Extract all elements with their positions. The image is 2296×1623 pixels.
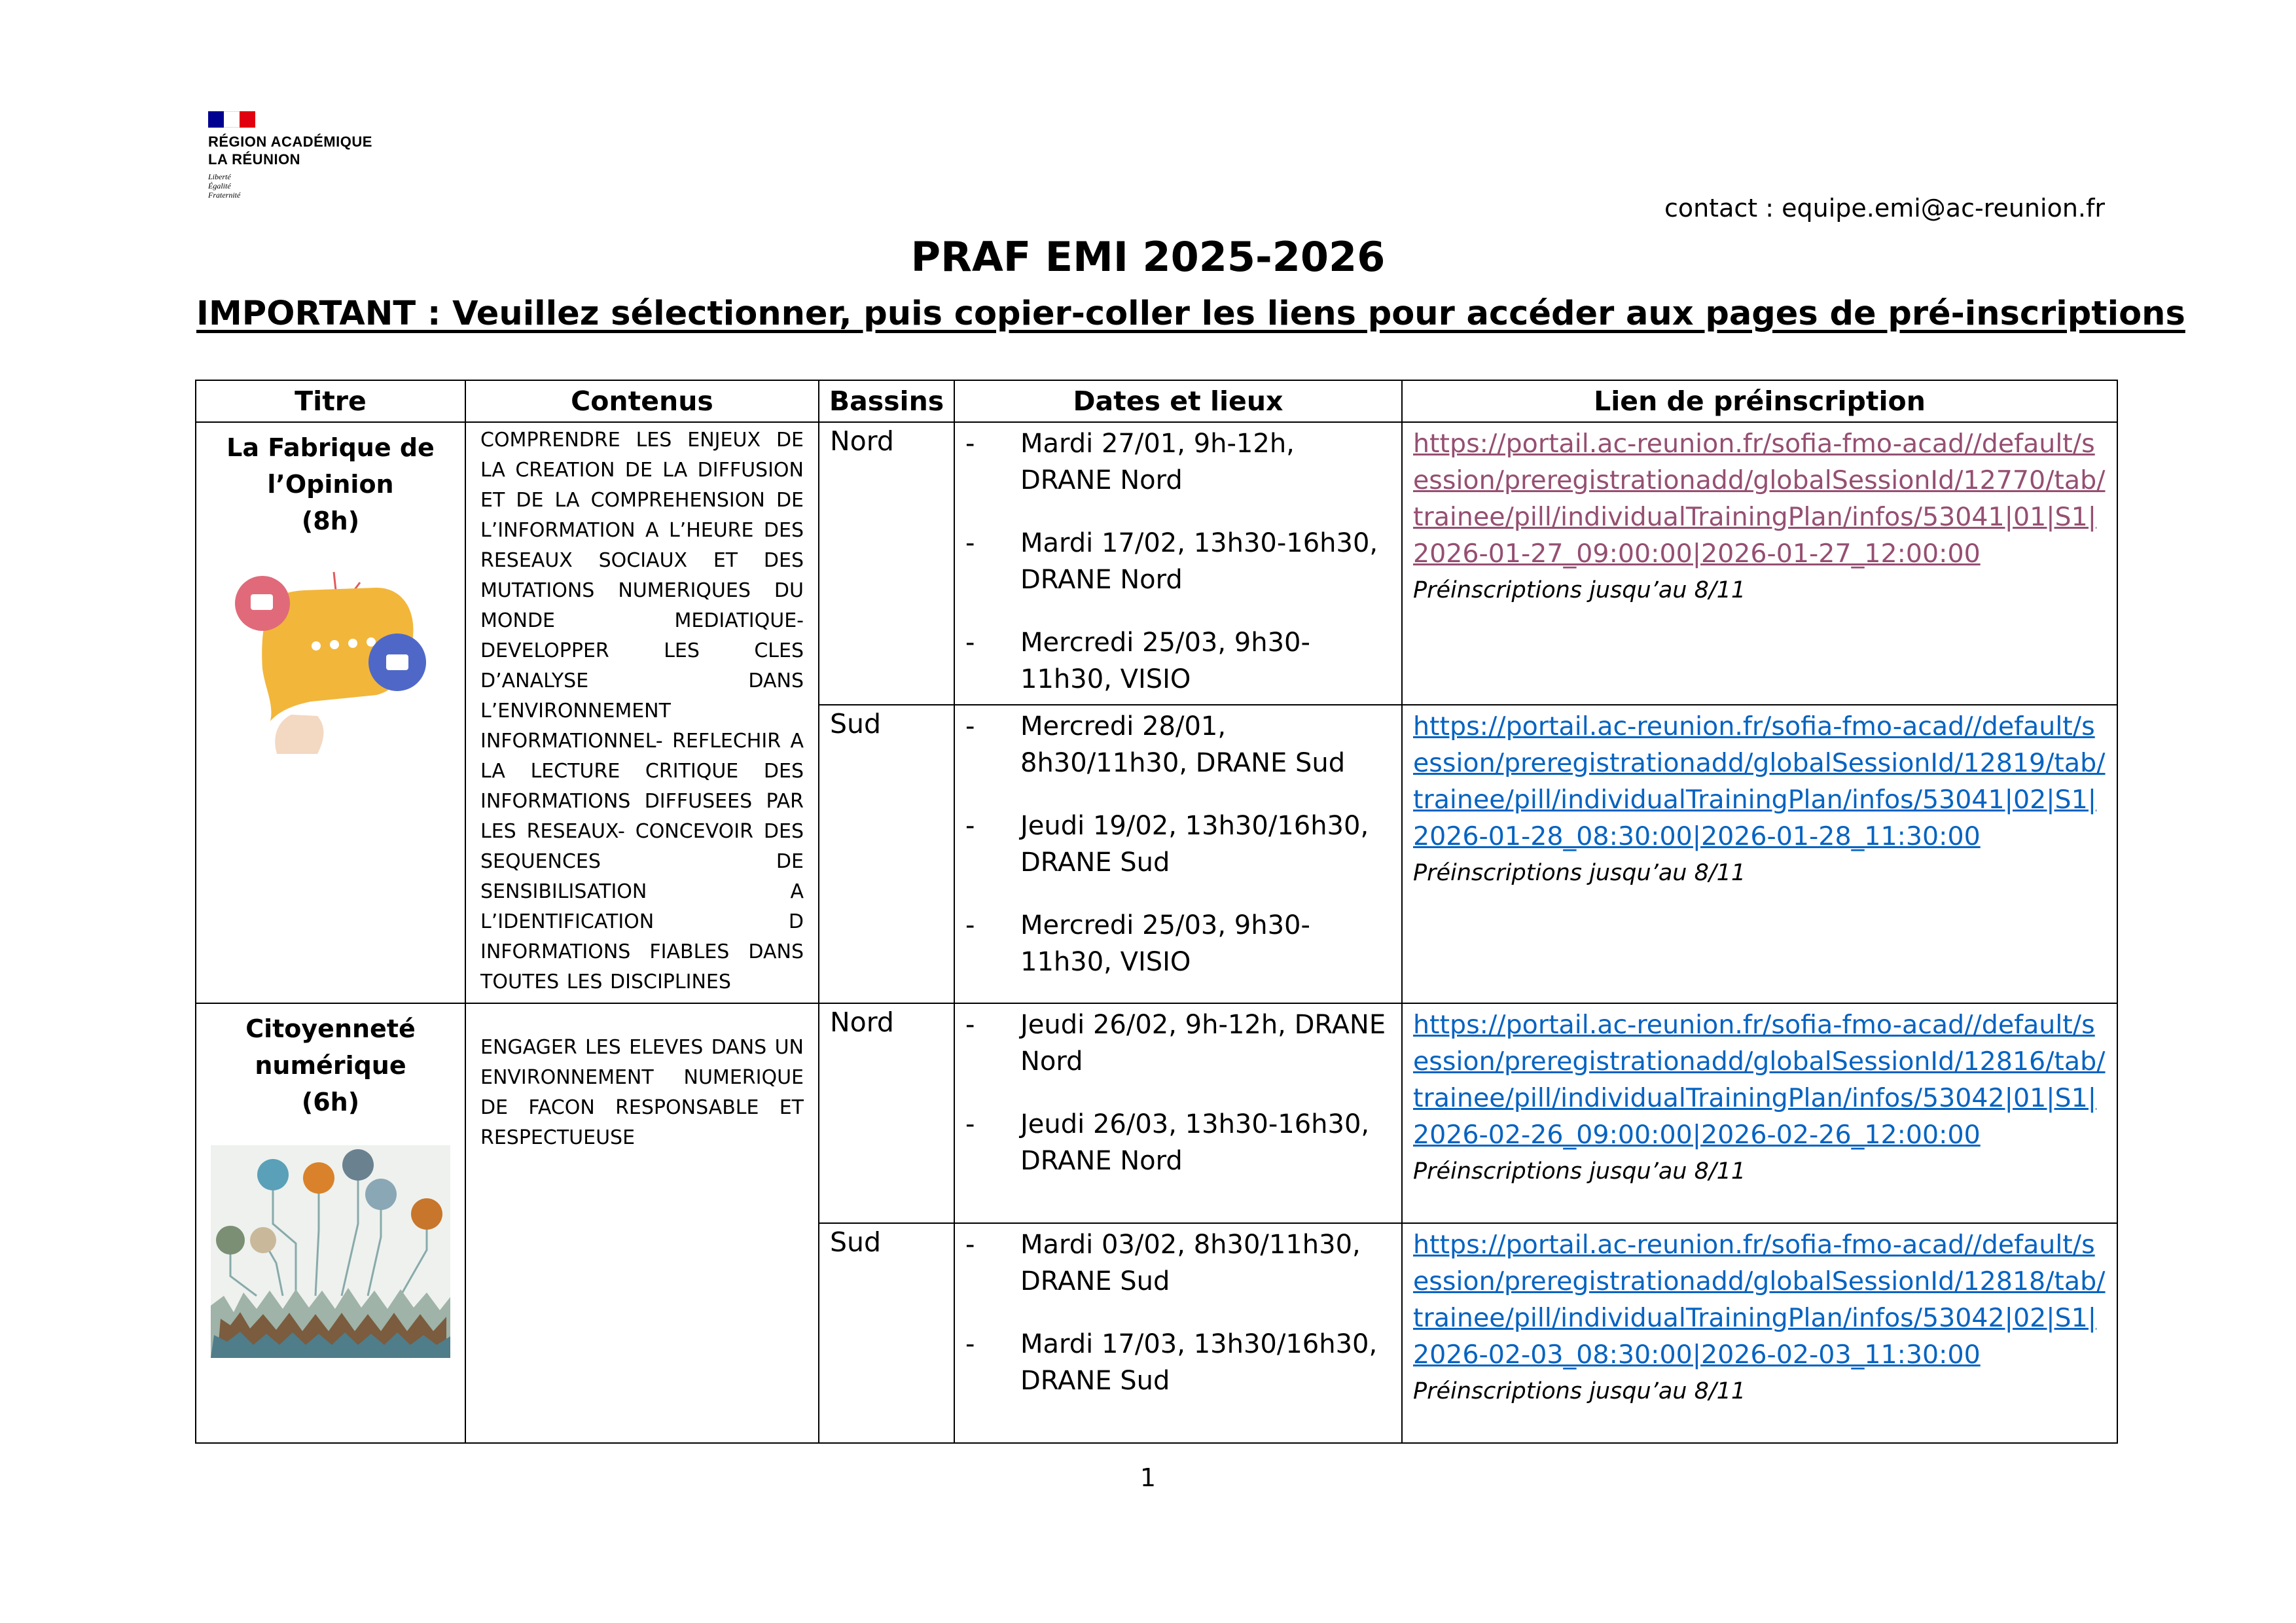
training-title-line: Citoyenneté <box>245 1014 416 1043</box>
preregistration-deadline: Préinscriptions jusqu’au 8/11 <box>1413 860 1746 886</box>
bassin-cell: Sud <box>819 705 954 1003</box>
training-content-text: ENGAGER LES ELEVES DANS UN ENVIRONNEMENT NUMERIQUE DE FACON RESPONSABLE ET RESPECTUEUSE <box>480 1036 804 1149</box>
header-bassins: Bassins <box>819 380 954 422</box>
logo-motto <box>208 172 418 200</box>
preregistration-deadline: Préinscriptions jusqu’au 8/11 <box>1413 577 1746 603</box>
date-item: - Mardi 17/02, 13h30-16h30, DRANE Nord <box>965 525 1391 598</box>
training-duration: (8h) <box>301 507 360 535</box>
preregistration-deadline: Préinscriptions jusqu’au 8/11 <box>1413 1158 1746 1185</box>
date-item: - Mercredi 28/01, 8h30/11h30, DRANE Sud <box>965 708 1391 781</box>
preregistration-link[interactable]: https://portail.ac-reunion.fr/sofia-fmo-acad//default/session/preregistrationadd/globalSessionId/12818/tab/trainee/pill/individualTrainingPlan/infos/53042|02|S1|2026-02-03_08:30:00|2026-02-03_11:30:00 <box>1413 1230 2106 1370</box>
training-title-line: l’Opinion <box>267 470 394 499</box>
preregistration-link[interactable]: https://portail.ac-reunion.fr/sofia-fmo-acad//default/session/preregistrationadd/globalSessionId/12819/tab/trainee/pill/individualTrainingPlan/infos/53041|02|S1|2026-01-28_08:30:00|2026-01-28_11:30:00 <box>1413 711 2106 851</box>
dates-cell <box>954 1223 1402 1443</box>
date-item: - Jeudi 26/02, 9h-12h, DRANE Nord <box>965 1007 1391 1080</box>
table-header-row <box>196 380 2117 422</box>
dates-cell <box>954 1003 1402 1223</box>
speech-bubble-thumbs-icon <box>219 564 442 760</box>
link-cell <box>1402 1003 2117 1223</box>
dates-cell <box>954 422 1402 705</box>
date-item: - Mercredi 25/03, 9h30-11h30, VISIO <box>965 907 1391 980</box>
page-number: 1 <box>1139 1463 1157 1492</box>
preregistration-link[interactable]: https://portail.ac-reunion.fr/sofia-fmo-acad//default/session/preregistrationadd/globalSessionId/12816/tab/trainee/pill/individualTrainingPlan/infos/53042|01|S1|2026-02-26_09:00:00|2026-02-26_12:00:00 <box>1413 1010 2106 1150</box>
institution-logo <box>208 111 418 200</box>
preregistration-deadline: Préinscriptions jusqu’au 8/11 <box>1413 1378 1746 1404</box>
important-notice: IMPORTANT : Veuillez sélectionner, puis copier-coller les liens pour accéder aux pages de pré-inscriptions <box>196 294 2185 333</box>
training-schedule-table <box>195 380 2118 1444</box>
table-row <box>196 422 2117 705</box>
training-title-cell <box>196 422 465 1003</box>
motto-egalite: Égalité <box>208 181 231 190</box>
logo-name <box>208 133 418 168</box>
training-content-cell <box>465 1003 819 1443</box>
logo-line-2: LA RÉUNION <box>208 151 301 168</box>
header-contenus: Contenus <box>465 380 819 422</box>
date-item: - Jeudi 19/02, 13h30/16h30, DRANE Sud <box>965 808 1391 881</box>
bassin-cell: Sud <box>819 1223 954 1443</box>
dates-cell <box>954 705 1402 1003</box>
page-title: PRAF EMI 2025-2026 <box>910 233 1386 281</box>
date-item: - Mardi 27/01, 9h-12h, DRANE Nord <box>965 425 1391 499</box>
date-item: - Mercredi 25/03, 9h30-11h30, VISIO <box>965 624 1391 698</box>
contact-email: contact : equipe.emi@ac-reunion.fr <box>1664 194 2105 223</box>
training-duration: (6h) <box>301 1088 360 1116</box>
link-cell <box>1402 422 2117 705</box>
logo-line-1: RÉGION ACADÉMIQUE <box>208 134 372 150</box>
link-cell <box>1402 1223 2117 1443</box>
training-content-cell: COMPRENDRE LES ENJEUX DE LA CREATION DE LA DIFFUSION ET DE LA COMPREHENSION DE L’INFORMATION A L’HEURE DES RESEAUX SOCIAUX ET DES MUTATIONS NUMERIQUES DU MONDE MEDIATIQUE- DEVELOPPER LES CLES D’ANALYSE DANS L’ENVIRONNEMENT INFORMATIONNEL- REFLECHIR A LA LECTURE CRITIQUE DES INFORMATIONS DIFFUSEES PAR LES RESEAUX- CONCEVOIR DES SEQUENCES DE SENSIBILISATION A L’IDENTIFICATION D INFORMATIONS FIABLES DANS TOUTES LES DISCIPLINES <box>465 422 819 1003</box>
training-title-line: numérique <box>255 1051 406 1080</box>
link-cell <box>1402 705 2117 1003</box>
digital-network-hands-icon <box>211 1145 450 1358</box>
header-titre: Titre <box>196 380 465 422</box>
motto-liberte: Liberté <box>208 172 231 181</box>
table-row <box>196 1003 2117 1223</box>
date-item: - Jeudi 26/03, 13h30-16h30, DRANE Nord <box>965 1106 1391 1179</box>
training-title-line: La Fabrique de <box>226 433 435 462</box>
bassin-cell: Nord <box>819 1003 954 1223</box>
header-dates-et-lieux: Dates et lieux <box>954 380 1402 422</box>
training-title-cell <box>196 1003 465 1443</box>
french-flag-icon <box>208 111 255 128</box>
bassin-cell: Nord <box>819 422 954 705</box>
header-lien-preinscription: Lien de préinscription <box>1402 380 2117 422</box>
motto-fraternite: Fraternité <box>208 190 241 200</box>
preregistration-link[interactable]: https://portail.ac-reunion.fr/sofia-fmo-acad//default/session/preregistrationadd/globalSessionId/12770/tab/trainee/pill/individualTrainingPlan/infos/53041|01|S1|2026-01-27_09:00:00|2026-01-27_12:00:00 <box>1413 429 2106 569</box>
date-item: - Mardi 17/03, 13h30/16h30, DRANE Sud <box>965 1326 1391 1399</box>
date-item: - Mardi 03/02, 8h30/11h30, DRANE Sud <box>965 1226 1391 1300</box>
